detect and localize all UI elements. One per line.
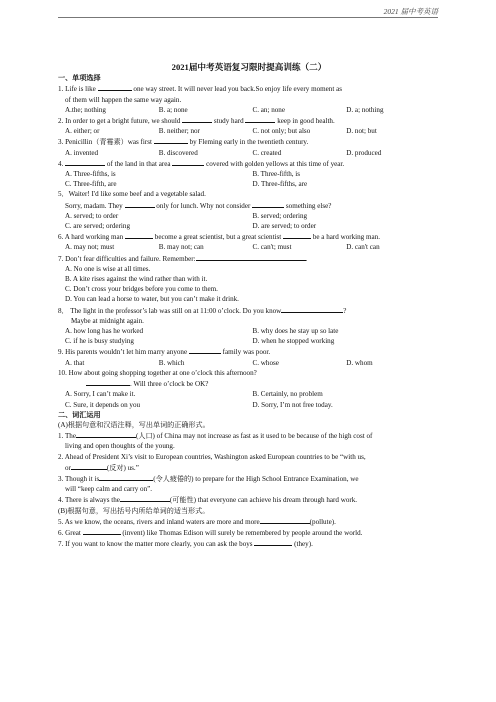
option-b[interactable]: B. which [158,358,185,367]
question-text: 3. Penicillin（青霉素）was first [58,138,152,147]
option-a[interactable]: A. either; or [65,127,100,136]
answer-blank[interactable] [125,200,155,208]
option-c[interactable]: C. are served; ordering [65,222,131,231]
question-text: Sorry, madam. They [65,201,123,210]
answer-blank[interactable] [71,462,107,470]
question-text: 6. Great [58,528,81,537]
answer-blank[interactable] [196,253,306,261]
section-heading-1: 一、单项选择 [58,74,101,83]
question-text: 7. If you want to know the matter more clearly, you can ask the boys [58,540,253,549]
answer-blank[interactable] [254,538,292,546]
answer-blank[interactable] [182,115,212,123]
question-text: 1. Life is like [58,85,96,94]
question-text: Maybe at midnight again. [71,316,144,325]
question-text: 5. As we know, the oceans, rivers and inland waters are more and more [58,517,260,526]
option-b[interactable]: B. A kite rises against the wind rather than with it. [65,275,208,284]
question-text: living and open thoughts of the young. [65,442,175,451]
question-text: 7. Don’t fear difficulties and failure. Remember: [58,254,196,263]
option-a[interactable]: A. No one is wise at all times. [65,264,151,273]
answer-blank[interactable] [172,158,204,166]
answer-blank[interactable] [281,305,343,313]
option-a[interactable]: A. served; to order [65,211,119,220]
option-c[interactable]: C. an; none [252,105,286,114]
option-c[interactable]: C. can't; must [252,243,292,252]
answer-blank[interactable] [189,346,221,354]
question-text: become a great scientist, but a great scientist [154,233,282,242]
question-text: of the land in that area [106,159,171,168]
option-c[interactable]: C. Sure, it depends on you [65,400,141,409]
question-2 [58,115,440,126]
option-d[interactable]: D. when he stopped working [252,337,335,346]
option-b[interactable]: B. discovered [158,148,198,157]
option-d[interactable]: D. a; nothing [346,105,384,114]
option-a[interactable]: A. Three-fifths, is [65,170,116,179]
question-text: keep in good health. [277,117,335,126]
answer-blank[interactable] [283,231,311,239]
question-text: 4. There is always the [58,496,120,505]
question-text: 4. [58,159,64,168]
section-heading-2: 二、词汇运用 [58,410,101,419]
option-b[interactable]: B. why does he stay up so late [252,327,339,336]
question-text: . Will three o’clock be OK? [130,380,209,389]
options-row [58,105,440,115]
options-row [58,169,440,179]
question-4 [58,158,440,169]
question-text: ? [343,306,347,315]
question-9 [58,346,440,357]
question-text: 2. In order to get a bright future, we should [58,117,181,126]
answer-blank[interactable] [65,158,105,166]
question-text: (反对) us.” [106,463,139,472]
question-text: 9. His parents wouldn’t let him marry anyone [58,348,188,357]
option-d[interactable]: D. not; but [346,127,377,136]
question-text: will “keep calm and carry on”. [65,485,153,494]
vocab-question-7 [58,538,440,549]
question-7 [58,253,440,264]
option-d[interactable]: D. produced [346,148,382,157]
question-text: (they). [294,540,313,549]
answer-blank[interactable] [76,430,136,438]
question-text: study hard [213,117,244,126]
question-text: 3. Though it is [58,474,100,483]
answer-blank[interactable] [154,136,188,144]
answer-blank[interactable] [99,473,153,481]
question-text: one way street. It will never lead you back.So enjoy life every moment as [133,85,342,94]
question-10-reply [58,378,440,389]
options-row [58,389,440,399]
question-text: or [65,463,71,472]
vocab-question-3 [58,473,440,484]
option-d[interactable]: D. can't can [346,243,380,252]
answer-blank[interactable] [83,527,121,535]
option-a[interactable]: A. that [65,358,85,367]
question-3 [58,136,440,147]
option-d[interactable]: D. You can lead a horse to water, but you can’t make it drink. [65,295,239,304]
page-title: 2021届中考英语复习限时提高训练（二） [171,62,327,72]
question-text: (pollute). [309,517,336,526]
option-d[interactable]: D. are served; to order [252,222,317,231]
vocab-question-1 [58,430,440,441]
option-c[interactable]: C. Don’t cross your bridges before you come to them. [65,285,218,294]
answer-blank[interactable] [245,115,275,123]
question-10: 10. How about going shopping together at one o’clock this afternoon? [58,368,257,377]
vocab-question-5 [58,516,440,527]
answer-blank[interactable] [252,200,284,208]
answer-blank[interactable] [125,231,153,239]
part-b-instructions: (B)根据句意，写出括号内所给单词的适当形式。 [58,506,210,515]
options-row [58,358,440,368]
option-b[interactable]: B. may not; can [158,243,204,252]
option-d[interactable]: D. whom [346,358,373,367]
vocab-question-6 [58,527,440,538]
question-text: (令人疲倦的) to prepare for the High School Entrance Examination, we [153,474,359,483]
question-text: 6. A hard working man [58,233,124,242]
question-5-reply [58,200,440,211]
option-b[interactable]: B. Certainly, no problem [252,390,323,399]
option-b[interactable]: B. served; ordering [252,211,308,220]
options-row [58,179,440,189]
option-c[interactable]: C. if he is busy studying [65,337,134,346]
answer-blank[interactable] [98,83,132,91]
options-row [58,400,440,410]
question-text: be a hard working man. [312,233,380,242]
question-text: (可能性) that everyone can achieve his dream through hard work. [169,496,358,505]
vocab-question-4 [58,494,440,505]
question-text: (invent) like Thomas Edison will surely be remembered by people around the world. [122,528,363,537]
question-5: 5．Waiter! I'd like some beef and a vegetable salad. [58,190,206,199]
option-c[interactable]: C. created [252,148,282,157]
option-c[interactable]: C. whose [252,358,279,367]
options-row [58,326,440,336]
question-6 [58,231,440,242]
option-a[interactable]: A. Sorry, I can’t make it. [65,390,136,399]
option-c[interactable]: C. not only; but also [252,127,311,136]
option-d[interactable]: D. Sorry, I’m not free today. [252,400,333,409]
option-b[interactable]: B. neither; nor [158,127,200,136]
question-text: only for lunch. Why not consider [156,201,251,210]
question-text: 8． The light in the professor’s lab was still on at 11:00 o’clock. Do you know [58,306,282,315]
running-header: 2021 届中考英语 [383,7,438,16]
option-c[interactable]: C. Three-fifth, are [65,180,117,189]
header-rule [58,17,438,18]
option-a[interactable]: A.the; nothing [65,105,106,114]
vocab-question-2-cont [58,462,440,473]
document-body [58,62,440,549]
options-row [58,221,440,231]
option-a[interactable]: A. how long has he worked [65,327,144,336]
option-d[interactable]: D. Three-fifths, are [252,180,308,189]
answer-blank[interactable] [260,516,310,524]
option-b[interactable]: B. Three-fifth, is [252,170,301,179]
options-row [58,336,440,346]
question-text: covered with golden yellows at this time of year. [206,159,345,168]
question-text: (人口) of China may not increase as fast as it used to be because of the high cost of [136,432,373,441]
option-a[interactable]: A. invented [65,148,99,157]
question-text: . [305,254,308,263]
options-row [58,211,440,221]
option-b[interactable]: B. a; none [158,105,188,114]
options-row [58,242,440,252]
question-text: 1. The [58,432,76,441]
answer-blank[interactable] [120,494,170,502]
part-a-instructions: (A)根据句意和汉语注释，写出单词的正确形式。 [58,420,210,429]
option-a[interactable]: A. may not; must [65,243,115,252]
answer-blank[interactable] [86,378,130,386]
options-row [58,148,440,158]
question-text: family was poor. [222,348,271,357]
question-1 [58,83,440,94]
question-text: of them will happen the same way again. [65,95,182,104]
vocab-question-2: 2. Ahead of President Xi’s visit to European countries, Washington asked European countries to be “with us, [58,452,366,461]
question-8 [58,305,440,316]
question-text: by Fleming early in the twentieth century. [189,138,309,147]
options-row [58,126,440,136]
question-text: something else? [285,201,332,210]
